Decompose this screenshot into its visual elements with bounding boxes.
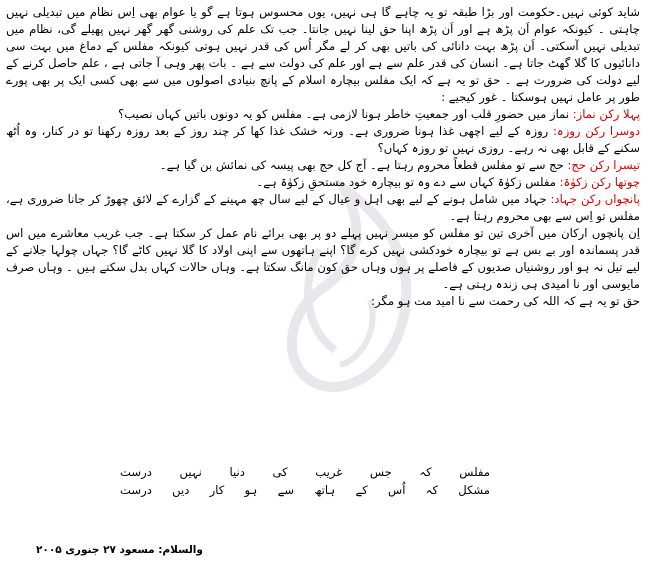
pillar-label: پہلا رکن نماز:: [572, 107, 640, 121]
pillar-jihad: [6, 191, 640, 225]
poetry-word: مفلس: [459, 465, 490, 479]
poetry-word: درست: [120, 465, 152, 479]
poetry-word: دنیا: [229, 465, 245, 479]
pillar-label: چوتھا رکن زکوٰۃ:: [559, 175, 640, 189]
poetry-line-1: [120, 463, 490, 481]
poetry-word: مشکل: [458, 483, 490, 497]
pillar-text: جہاد میں شامل ہونے کے لیے بھی اہل و عیال کے لیے سال چھ مہینے کے گزارے کے لائق چھوڑ کر جانا ضروری ہے، مفلس تو اِس سے بھی محروم رہتا ہے۔: [6, 192, 640, 223]
poetry-word: درست: [120, 483, 152, 497]
closing-paragraph: اِن پانچوں ارکان میں آخری تین تو مفلس کو میسر نہیں پہلے دو پر بھی برائے نام عمل کر سکتا ہے۔ جب غریب معاشرے میں اس قدر پسماندہ اور بے بس ہے تو بیچارہ خودکشی نہیں کرے گا؟ اپنے ہاتھوں سے اپنی اولاد کا گلا نہیں کاٹے گا؟ جہاں چولہا جلانے کے لیے تیل نہ ہو اور روشنیاں صدیوں کے فاصلے پر ہوں وہاں حق کون مانگ سکتا ہے۔ وہاں حالات کہاں بدل سکتے ہیں ۔ وہاں صرف مایوسی اور نا امیدی ہی زندہ رہتی ہے۔: [6, 226, 640, 291]
pillar-hajj: [6, 157, 640, 174]
closing-line: حق تو یہ ہے کہ اللہ کی رحمت سے نا امید مت ہو مگر:: [371, 294, 640, 308]
poetry-word: کی: [272, 465, 288, 479]
pillar-label: تیسرا رکن حج:: [567, 158, 640, 172]
pillar-zakat: [6, 174, 640, 191]
pillar-text: نماز میں حضورِ قلب اور جمعیتِ خاطر ہونا لازمی ہے۔ مفلس کو یہ دونوں باتیں کہاں نصیب؟: [118, 107, 573, 121]
poetry-couplet: [120, 463, 490, 499]
poetry-word: کے: [355, 483, 368, 497]
intro-paragraph: شاید کوئی نہیں۔حکومت اور بڑا طبقہ تو یہ چاہے گا ہی نہیں، یوں محسوس ہوتا ہے گو یا عوام بھی اِس نظام میں تبدیلی نہیں چاہتی ۔ کیونکہ عوام اَن پڑھ ہے اور اَن پڑھ اپنا حق لینا نہیں جانتا۔ جب تک علم کی روشنی گھر گھر نہیں پھیلے گی، نظام میں تبدیلی نہیں آسکتی۔ اَن پڑھ بہت دانائی کی باتیں بھی کر لے مگر اُس کی قدر نہیں ہوتی کیونکہ مفلس کے دماغ میں بہت سی دانائیوں کا گلا گھٹ جاتا ہے۔ انسان کی قدر علم سے ہے اور علم کی دولت سے ہے ۔ بات پھر وہی آ جاتی ہے ، علم حاصل کرنے کے لیے دولت کی ضرورت ہے ۔ حق تو یہ ہے کہ ایک مفلس بیچارہ اسلام کے پانچ بنیادی اصولوں میں سے بھی کسی ایک پر بھی پورے طور پر عامل نہیں ہوسکتا ۔ غور کیجیے :: [6, 5, 640, 104]
pillar-roza: [6, 123, 640, 157]
poetry-word: دیں: [172, 483, 190, 497]
poetry-word: سے: [277, 483, 295, 497]
poetry-word: کہ: [419, 465, 432, 479]
poetry-word: غریب: [315, 465, 343, 479]
pillar-text: روزہ کے لیے اچھی غذا ہونا ضروری ہے۔ ورنہ خشک غذا کھا کر چند روز کے بعد روزہ رکھنا تو در کنار، وہ اُٹھ سکنے کے قابل بھی نہ رہے۔ روزی نہیں تو روزہ کہاں؟: [6, 124, 640, 155]
poetry-word: جس: [369, 465, 392, 479]
poetry-word: کار: [209, 483, 225, 497]
poetry-word: کہ: [425, 483, 438, 497]
pillar-namaz: [6, 106, 640, 123]
pillar-text: حج سے تو مفلس قطعاً محروم رہتا ہے۔ آج کل حج بھی پیسہ کی نمائش بن گیا ہے۔: [159, 158, 568, 172]
pillar-text: مفلس زکوٰۃ کہاں سے دے وہ تو بیچارہ خود مستحقِ زکوٰۃ ہے۔: [256, 175, 560, 189]
poetry-word: ہاتھ: [314, 483, 336, 497]
poetry-word: اُس: [388, 483, 406, 497]
pillar-label: دوسرا رکن روزہ:: [553, 124, 640, 138]
poetry-word: ہو: [244, 483, 258, 497]
pillar-label: پانچواں رکن جہاد:: [550, 192, 640, 206]
poetry-line-2: [120, 481, 490, 499]
poetry-word: نہیں: [179, 465, 202, 479]
signature: والسلام: مسعود ۲۷ جنوری ۲۰۰۵: [36, 544, 203, 556]
article-body: [6, 4, 640, 310]
